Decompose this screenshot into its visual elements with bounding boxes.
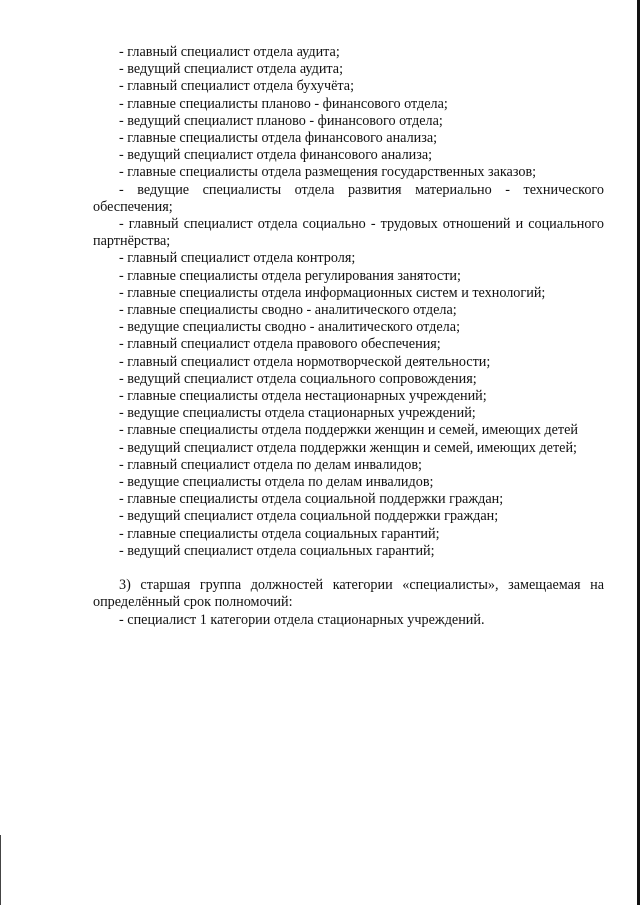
list-item: - главный специалист отдела социально - трудовых отношений и социального партнёрства;: [93, 216, 604, 250]
list-item: - ведущий специалист планово - финансового отдела;: [119, 112, 443, 129]
list-item: - главные специалисты отдела поддержки женщин и семей, имеющих детей: [119, 422, 579, 439]
list-item: - главные специалисты планово - финансового отдела;: [119, 95, 448, 112]
list-item: - ведущие специалисты отдела стационарных учреждений;: [119, 405, 476, 422]
list-item: - ведущий специалист отдела аудита;: [119, 61, 344, 78]
list-item: - главные специалисты отдела размещения государственных заказов;: [119, 164, 537, 181]
list-item: - главные специалисты отдела социальных гарантий;: [119, 525, 440, 542]
list-item: - главный специалист отдела бухучёта;: [119, 78, 355, 95]
list-item: - ведущий специалист отдела поддержки женщин и семей, имеющих детей;: [119, 439, 577, 456]
list-item: - главные специалисты отдела социальной поддержки граждан;: [119, 491, 504, 508]
list-item: - главные специалисты отдела финансового анализа;: [119, 130, 438, 147]
list-item: - главный специалист отдела аудита;: [119, 44, 340, 60]
section-heading: 3) старшая группа должностей категории «специалисты», замещаемая на определённый срок полномочий:: [93, 577, 604, 611]
list-item: - главные специалисты отдела информационных систем и технологий;: [119, 284, 546, 301]
list-item: - ведущие специалисты отдела по делам инвалидов;: [119, 474, 434, 491]
list-item: - главный специалист отдела нормотворческой деятельности;: [119, 353, 491, 370]
list-item: - главный специалист отдела контроля;: [119, 250, 356, 267]
list-item: - главные специалисты отдела нестационарных учреждений;: [119, 388, 487, 405]
list-item: - главные специалисты сводно - аналитического отдела;: [119, 302, 457, 319]
list-item: - главный специалист отдела правового обеспечения;: [119, 336, 441, 353]
list-item: - ведущий специалист отдела финансового анализа;: [119, 147, 433, 164]
list-item: - главные специалисты отдела регулирования занятости;: [119, 267, 461, 284]
list-item: - ведущие специалисты отдела развития материально - технического обеспечения;: [93, 181, 604, 215]
paragraph-spacer: [93, 560, 604, 577]
list-item: - ведущий специалист отдела социальной поддержки граждан;: [119, 508, 499, 525]
list-item: - ведущий специалист отдела социальных гарантий;: [119, 542, 435, 559]
list-item: - специалист 1 категории отдела стационарных учреждений.: [119, 611, 485, 628]
list-item: - ведущие специалисты сводно - аналитического отдела;: [119, 319, 461, 336]
list-item: - главный специалист отдела по делам инвалидов;: [119, 456, 422, 473]
document-body: [93, 44, 604, 629]
list-item: - ведущий специалист отдела социального сопровождения;: [119, 370, 477, 387]
scan-border-left: [0, 835, 1, 905]
